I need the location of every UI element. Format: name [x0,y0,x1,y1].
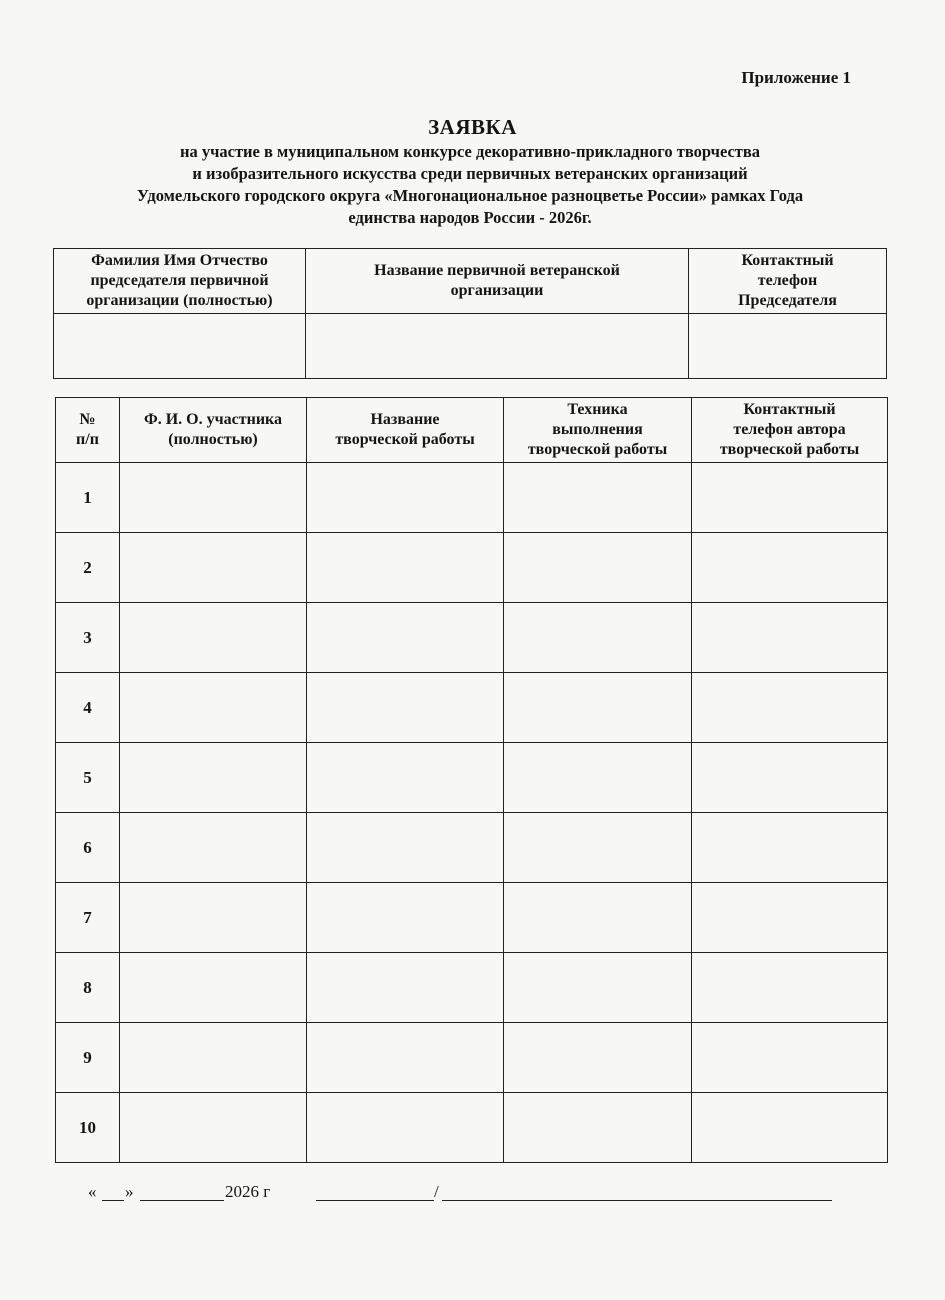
signature-line [88,1182,848,1206]
header-line: творческой работы [719,441,860,458]
technique-cell[interactable] [504,463,692,533]
author-phone-cell[interactable] [692,603,888,673]
row-number-cell: 10 [56,1093,120,1163]
year-text: 2026 г [225,1182,271,1201]
work-title-cell[interactable] [307,603,504,673]
author-phone-cell[interactable] [692,673,888,743]
subtitle-line: Удомельского городского округа «Многонациональное разноцветье России» рамках Года [136,186,804,205]
author-phone-cell[interactable] [692,533,888,603]
table-row [56,883,888,953]
header-line: председателя первичной [90,272,269,289]
participant-name-cell[interactable] [120,1093,307,1163]
participant-name-header [120,398,307,463]
table-row [56,533,888,603]
participant-name-cell[interactable] [120,673,307,743]
row-number-cell: 3 [56,603,120,673]
table-row [56,743,888,813]
participant-name-cell[interactable] [120,953,307,1023]
row-number-cell: 4 [56,673,120,743]
header-line: Контактный [741,252,834,269]
participants-table [55,397,888,1163]
chairman-name-cell[interactable] [54,314,306,379]
header-line: телефон автора [733,421,846,438]
author-phone-cell[interactable] [692,1093,888,1163]
row-number-header [56,398,120,463]
chairman-phone-header [689,249,887,314]
header-line: п/п [76,431,99,448]
work-title-cell[interactable] [307,743,504,813]
technique-cell[interactable] [504,883,692,953]
subtitle-line: на участие в муниципальном конкурсе декоративно-прикладного творчества [179,142,761,161]
header-line: Техника [567,401,628,418]
signer-name-blank[interactable] [442,1200,832,1201]
row-number-cell: 6 [56,813,120,883]
signature-blank[interactable] [316,1200,434,1201]
day-blank[interactable] [102,1200,124,1201]
participant-name-cell[interactable] [120,1023,307,1093]
author-phone-header [692,398,888,463]
technique-cell[interactable] [504,673,692,743]
work-title-cell[interactable] [307,883,504,953]
table-row [56,673,888,743]
appendix-label: Приложение 1 [741,68,851,87]
work-title-cell[interactable] [307,533,504,603]
row-number-cell: 7 [56,883,120,953]
author-phone-cell[interactable] [692,1023,888,1093]
work-title-cell[interactable] [307,1023,504,1093]
technique-cell[interactable] [504,1093,692,1163]
date-close-quote: » [125,1182,134,1201]
header-line: Фамилия Имя Отчество [91,252,268,269]
table-row [56,1023,888,1093]
row-number-cell: 2 [56,533,120,603]
work-title-cell[interactable] [307,463,504,533]
participant-name-cell[interactable] [120,743,307,813]
work-title-cell[interactable] [307,813,504,883]
month-blank[interactable] [140,1200,224,1201]
header-line: Название [370,411,440,428]
participant-name-cell[interactable] [120,463,307,533]
table-row [56,463,888,533]
chairman-phone-cell[interactable] [689,314,887,379]
row-number-cell: 5 [56,743,120,813]
header-line: творческой работы [527,441,668,458]
header-line: Ф. И. О. участника [143,411,283,428]
organization-name-cell[interactable] [306,314,689,379]
table-row [56,953,888,1023]
technique-cell[interactable] [504,813,692,883]
technique-cell[interactable] [504,533,692,603]
header-line: телефон [757,272,818,289]
technique-cell[interactable] [504,603,692,673]
row-number-cell: 1 [56,463,120,533]
author-phone-cell[interactable] [692,813,888,883]
subtitle-line: единства народов России - 2026г. [348,208,592,227]
header-line: № [79,411,96,428]
row-number-cell: 8 [56,953,120,1023]
organization-table-row [54,314,887,379]
row-number-cell: 9 [56,1023,120,1093]
work-title-cell[interactable] [307,673,504,743]
date-open-quote: « [88,1182,97,1201]
subtitle-line: и изобразительного искусства среди первичных ветеранских организаций [192,164,748,183]
author-phone-cell[interactable] [692,953,888,1023]
organization-table [53,248,887,379]
header-line: Название первичной ветеранской [374,262,620,279]
chairman-name-header [54,249,306,314]
header-line: Контактный [743,401,836,418]
header-line: творческой работы [335,431,475,448]
document-subtitle [60,141,880,229]
signature-slash: / [434,1182,439,1201]
header-line: организации (полностью) [86,292,273,309]
technique-cell[interactable] [504,743,692,813]
author-phone-cell[interactable] [692,743,888,813]
work-title-cell[interactable] [307,1093,504,1163]
header-line: (полностью) [168,431,258,448]
author-phone-cell[interactable] [692,883,888,953]
table-row [56,813,888,883]
participant-name-cell[interactable] [120,883,307,953]
participant-name-cell[interactable] [120,603,307,673]
participants-table-header-row [56,398,888,463]
organization-table-header-row [54,249,887,314]
header-line: Председателя [738,292,837,309]
author-phone-cell[interactable] [692,463,888,533]
technique-header [504,398,692,463]
header-line: организации [450,282,544,299]
document-title: ЗАЯВКА [428,115,517,139]
participant-name-cell[interactable] [120,813,307,883]
header-line: выполнения [552,421,643,438]
organization-name-header [306,249,689,314]
work-title-cell[interactable] [307,953,504,1023]
participant-name-cell[interactable] [120,533,307,603]
table-row [56,1093,888,1163]
technique-cell[interactable] [504,953,692,1023]
work-title-header [307,398,504,463]
table-row [56,603,888,673]
technique-cell[interactable] [504,1023,692,1093]
